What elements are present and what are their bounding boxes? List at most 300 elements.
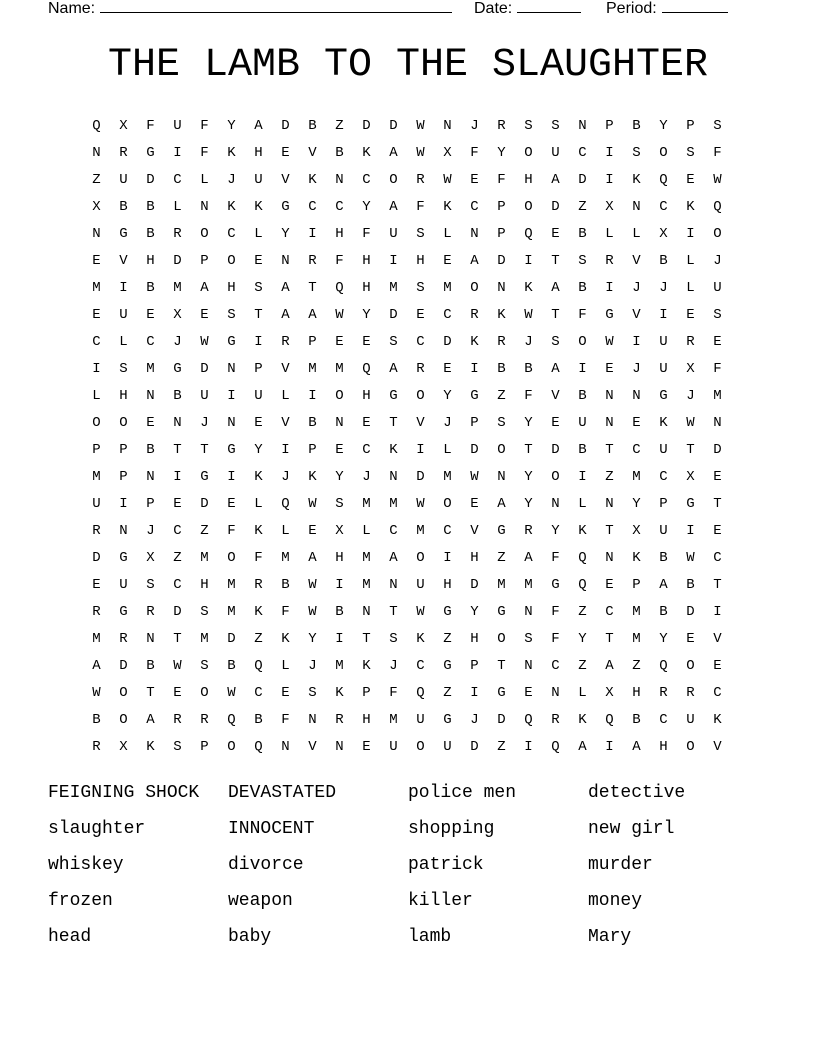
grid-letter[interactable]: M [362, 577, 371, 593]
grid-letter[interactable]: H [362, 712, 371, 728]
grid-letter[interactable]: I [92, 361, 101, 377]
grid-letter[interactable]: F [524, 388, 533, 404]
grid-letter[interactable]: O [92, 415, 101, 431]
grid-letter[interactable]: U [254, 172, 263, 188]
grid-letter[interactable]: P [92, 442, 101, 458]
grid-letter[interactable]: H [119, 388, 128, 404]
grid-letter[interactable]: E [173, 496, 182, 512]
grid-letter[interactable]: C [443, 307, 452, 323]
grid-letter[interactable]: F [281, 712, 290, 728]
grid-letter[interactable]: Q [605, 712, 614, 728]
grid-letter[interactable]: Y [524, 496, 533, 512]
grid-letter[interactable]: T [173, 631, 182, 647]
grid-letter[interactable]: C [389, 523, 398, 539]
grid-letter[interactable]: M [389, 496, 398, 512]
grid-letter[interactable]: N [281, 739, 290, 755]
grid-letter[interactable]: I [389, 253, 398, 269]
grid-letter[interactable]: K [686, 199, 695, 215]
grid-letter[interactable]: V [713, 631, 722, 647]
grid-letter[interactable]: S [713, 118, 722, 134]
grid-letter[interactable]: C [362, 172, 371, 188]
grid-letter[interactable]: B [146, 226, 155, 242]
grid-letter[interactable]: N [146, 469, 155, 485]
grid-letter[interactable]: O [200, 226, 209, 242]
grid-letter[interactable]: S [524, 631, 533, 647]
grid-letter[interactable]: I [578, 361, 587, 377]
grid-letter[interactable]: U [119, 307, 128, 323]
grid-letter[interactable]: C [254, 685, 263, 701]
grid-letter[interactable]: E [335, 442, 344, 458]
grid-letter[interactable]: G [173, 361, 182, 377]
grid-letter[interactable]: D [389, 118, 398, 134]
grid-letter[interactable]: T [605, 442, 614, 458]
grid-letter[interactable]: V [470, 523, 479, 539]
grid-letter[interactable]: F [713, 361, 722, 377]
grid-letter[interactable]: W [524, 307, 533, 323]
grid-letter[interactable]: X [119, 118, 128, 134]
grid-letter[interactable]: A [389, 145, 398, 161]
grid-letter[interactable]: I [605, 145, 614, 161]
grid-letter[interactable]: D [146, 172, 155, 188]
grid-letter[interactable]: H [362, 388, 371, 404]
grid-letter[interactable]: E [173, 685, 182, 701]
grid-letter[interactable]: F [200, 145, 209, 161]
grid-letter[interactable]: E [686, 307, 695, 323]
grid-letter[interactable]: R [497, 118, 506, 134]
grid-letter[interactable]: K [335, 685, 344, 701]
grid-letter[interactable]: W [200, 334, 209, 350]
grid-letter[interactable]: A [389, 361, 398, 377]
grid-letter[interactable]: E [362, 739, 371, 755]
grid-letter[interactable]: J [632, 280, 641, 296]
grid-letter[interactable]: I [173, 145, 182, 161]
grid-letter[interactable]: I [470, 361, 479, 377]
grid-letter[interactable]: T [362, 631, 371, 647]
grid-letter[interactable]: H [632, 685, 641, 701]
grid-letter[interactable]: C [632, 442, 641, 458]
grid-letter[interactable]: N [308, 712, 317, 728]
grid-letter[interactable]: E [92, 253, 101, 269]
grid-letter[interactable]: M [146, 361, 155, 377]
grid-letter[interactable]: P [146, 496, 155, 512]
grid-letter[interactable]: Z [632, 658, 641, 674]
grid-letter[interactable]: R [119, 631, 128, 647]
grid-letter[interactable]: J [632, 361, 641, 377]
grid-letter[interactable]: N [146, 631, 155, 647]
grid-letter[interactable]: S [389, 631, 398, 647]
grid-letter[interactable]: F [578, 307, 587, 323]
grid-letter[interactable]: R [659, 685, 668, 701]
grid-letter[interactable]: I [686, 226, 695, 242]
grid-letter[interactable]: U [686, 712, 695, 728]
grid-letter[interactable]: Z [605, 469, 614, 485]
grid-letter[interactable]: J [470, 118, 479, 134]
grid-letter[interactable]: C [335, 199, 344, 215]
grid-letter[interactable]: H [200, 577, 209, 593]
grid-letter[interactable]: K [470, 334, 479, 350]
grid-letter[interactable]: M [227, 577, 236, 593]
grid-letter[interactable]: M [632, 604, 641, 620]
grid-letter[interactable]: W [308, 496, 317, 512]
grid-letter[interactable]: I [605, 280, 614, 296]
grid-letter[interactable]: C [713, 685, 722, 701]
grid-letter[interactable]: P [119, 469, 128, 485]
grid-letter[interactable]: M [443, 280, 452, 296]
grid-letter[interactable]: A [578, 739, 587, 755]
grid-letter[interactable]: G [659, 388, 668, 404]
grid-letter[interactable]: L [578, 685, 587, 701]
grid-letter[interactable]: R [92, 523, 101, 539]
grid-letter[interactable]: D [551, 442, 560, 458]
grid-letter[interactable]: C [227, 226, 236, 242]
grid-letter[interactable]: E [443, 361, 452, 377]
grid-letter[interactable]: T [146, 685, 155, 701]
grid-letter[interactable]: J [281, 469, 290, 485]
grid-letter[interactable]: M [200, 631, 209, 647]
grid-letter[interactable]: S [200, 604, 209, 620]
grid-letter[interactable]: F [713, 145, 722, 161]
grid-letter[interactable]: D [470, 442, 479, 458]
grid-letter[interactable]: B [173, 388, 182, 404]
grid-letter[interactable]: E [470, 172, 479, 188]
grid-letter[interactable]: F [146, 118, 155, 134]
grid-letter[interactable]: U [659, 334, 668, 350]
grid-letter[interactable]: E [713, 658, 722, 674]
grid-letter[interactable]: I [416, 442, 425, 458]
grid-letter[interactable]: X [632, 523, 641, 539]
grid-letter[interactable]: N [605, 415, 614, 431]
grid-letter[interactable]: N [92, 145, 101, 161]
grid-letter[interactable]: N [362, 604, 371, 620]
grid-letter[interactable]: N [605, 550, 614, 566]
grid-letter[interactable]: K [254, 604, 263, 620]
grid-letter[interactable]: P [497, 199, 506, 215]
grid-letter[interactable]: P [200, 253, 209, 269]
grid-letter[interactable]: O [443, 496, 452, 512]
grid-letter[interactable]: S [686, 145, 695, 161]
grid-letter[interactable]: V [281, 361, 290, 377]
grid-letter[interactable]: A [659, 577, 668, 593]
grid-letter[interactable]: D [173, 253, 182, 269]
grid-letter[interactable]: R [686, 685, 695, 701]
grid-letter[interactable]: E [254, 415, 263, 431]
grid-letter[interactable]: K [416, 631, 425, 647]
grid-letter[interactable]: L [443, 226, 452, 242]
grid-letter[interactable]: H [362, 280, 371, 296]
grid-letter[interactable]: Q [281, 496, 290, 512]
grid-letter[interactable]: Q [254, 658, 263, 674]
grid-letter[interactable]: L [443, 442, 452, 458]
grid-letter[interactable]: A [308, 550, 317, 566]
grid-letter[interactable]: E [551, 415, 560, 431]
grid-letter[interactable]: N [605, 388, 614, 404]
grid-letter[interactable]: G [200, 469, 209, 485]
grid-letter[interactable]: N [119, 523, 128, 539]
grid-letter[interactable]: O [416, 550, 425, 566]
grid-letter[interactable]: J [362, 469, 371, 485]
grid-letter[interactable]: K [578, 712, 587, 728]
grid-letter[interactable]: M [200, 550, 209, 566]
grid-letter[interactable]: F [551, 550, 560, 566]
grid-letter[interactable]: M [281, 550, 290, 566]
grid-letter[interactable]: B [335, 604, 344, 620]
grid-letter[interactable]: N [389, 469, 398, 485]
grid-letter[interactable]: F [470, 145, 479, 161]
grid-letter[interactable]: M [173, 280, 182, 296]
grid-letter[interactable]: O [416, 388, 425, 404]
grid-letter[interactable]: D [443, 334, 452, 350]
grid-letter[interactable]: S [119, 361, 128, 377]
grid-letter[interactable]: B [578, 442, 587, 458]
grid-letter[interactable]: I [470, 685, 479, 701]
grid-letter[interactable]: R [335, 712, 344, 728]
grid-letter[interactable]: U [416, 577, 425, 593]
grid-letter[interactable]: Z [443, 631, 452, 647]
grid-letter[interactable]: I [659, 307, 668, 323]
grid-letter[interactable]: A [200, 280, 209, 296]
grid-letter[interactable]: P [686, 118, 695, 134]
grid-letter[interactable]: S [713, 307, 722, 323]
grid-letter[interactable]: L [119, 334, 128, 350]
grid-letter[interactable]: D [200, 496, 209, 512]
grid-letter[interactable]: E [713, 334, 722, 350]
grid-letter[interactable]: K [632, 550, 641, 566]
grid-letter[interactable]: G [146, 145, 155, 161]
grid-letter[interactable]: A [308, 307, 317, 323]
grid-letter[interactable]: E [362, 334, 371, 350]
grid-letter[interactable]: K [524, 280, 533, 296]
grid-letter[interactable]: Z [200, 523, 209, 539]
grid-letter[interactable]: K [632, 172, 641, 188]
grid-letter[interactable]: T [389, 415, 398, 431]
grid-letter[interactable]: I [686, 523, 695, 539]
grid-letter[interactable]: Q [227, 712, 236, 728]
grid-letter[interactable]: F [551, 604, 560, 620]
grid-letter[interactable]: U [578, 415, 587, 431]
grid-letter[interactable]: J [713, 253, 722, 269]
grid-letter[interactable]: L [632, 226, 641, 242]
grid-letter[interactable]: O [524, 199, 533, 215]
grid-letter[interactable]: U [254, 388, 263, 404]
grid-letter[interactable]: M [389, 280, 398, 296]
grid-letter[interactable]: I [335, 631, 344, 647]
grid-letter[interactable]: A [551, 361, 560, 377]
grid-letter[interactable]: J [227, 172, 236, 188]
grid-letter[interactable]: E [281, 145, 290, 161]
grid-letter[interactable]: C [578, 145, 587, 161]
grid-letter[interactable]: G [497, 523, 506, 539]
grid-letter[interactable]: M [227, 604, 236, 620]
grid-letter[interactable]: L [254, 226, 263, 242]
grid-letter[interactable]: K [443, 199, 452, 215]
grid-letter[interactable]: X [92, 199, 101, 215]
grid-letter[interactable]: H [524, 172, 533, 188]
grid-letter[interactable]: X [605, 199, 614, 215]
grid-letter[interactable]: M [362, 550, 371, 566]
grid-letter[interactable]: R [416, 172, 425, 188]
grid-letter[interactable]: I [578, 469, 587, 485]
grid-letter[interactable]: A [254, 118, 263, 134]
grid-letter[interactable]: F [551, 631, 560, 647]
grid-letter[interactable]: R [173, 712, 182, 728]
grid-letter[interactable]: R [281, 334, 290, 350]
grid-letter[interactable]: U [173, 118, 182, 134]
grid-letter[interactable]: I [173, 469, 182, 485]
grid-letter[interactable]: Q [254, 739, 263, 755]
grid-letter[interactable]: Q [524, 226, 533, 242]
grid-letter[interactable]: H [659, 739, 668, 755]
grid-letter[interactable]: E [281, 685, 290, 701]
grid-letter[interactable]: T [551, 253, 560, 269]
grid-letter[interactable]: L [281, 658, 290, 674]
grid-letter[interactable]: D [389, 307, 398, 323]
grid-letter[interactable]: P [632, 577, 641, 593]
grid-letter[interactable]: S [335, 496, 344, 512]
grid-letter[interactable]: M [497, 577, 506, 593]
grid-letter[interactable]: S [551, 334, 560, 350]
grid-letter[interactable]: N [335, 172, 344, 188]
grid-letter[interactable]: S [416, 226, 425, 242]
grid-letter[interactable]: R [92, 604, 101, 620]
grid-letter[interactable]: T [686, 442, 695, 458]
grid-letter[interactable]: Q [524, 712, 533, 728]
grid-letter[interactable]: L [173, 199, 182, 215]
grid-letter[interactable]: S [632, 145, 641, 161]
grid-letter[interactable]: B [497, 361, 506, 377]
grid-letter[interactable]: M [416, 523, 425, 539]
grid-letter[interactable]: E [335, 334, 344, 350]
grid-letter[interactable]: E [92, 307, 101, 323]
grid-letter[interactable]: M [443, 469, 452, 485]
grid-letter[interactable]: D [200, 361, 209, 377]
grid-letter[interactable]: Q [659, 658, 668, 674]
grid-letter[interactable]: K [389, 442, 398, 458]
grid-letter[interactable]: E [713, 469, 722, 485]
grid-letter[interactable]: O [416, 739, 425, 755]
grid-letter[interactable]: N [281, 253, 290, 269]
grid-letter[interactable]: J [389, 658, 398, 674]
grid-letter[interactable]: T [713, 496, 722, 512]
grid-letter[interactable]: E [443, 253, 452, 269]
grid-letter[interactable]: P [254, 361, 263, 377]
grid-letter[interactable]: Z [443, 685, 452, 701]
grid-letter[interactable]: E [632, 415, 641, 431]
grid-letter[interactable]: R [119, 145, 128, 161]
grid-letter[interactable]: G [470, 388, 479, 404]
grid-letter[interactable]: L [281, 523, 290, 539]
grid-letter[interactable]: O [686, 658, 695, 674]
grid-letter[interactable]: V [308, 739, 317, 755]
grid-letter[interactable]: N [551, 496, 560, 512]
grid-letter[interactable]: A [470, 253, 479, 269]
grid-letter[interactable]: J [470, 712, 479, 728]
grid-letter[interactable]: D [551, 199, 560, 215]
grid-letter[interactable]: N [335, 739, 344, 755]
grid-letter[interactable]: D [119, 658, 128, 674]
grid-letter[interactable]: N [497, 280, 506, 296]
grid-letter[interactable]: J [443, 415, 452, 431]
grid-letter[interactable]: F [200, 118, 209, 134]
grid-letter[interactable]: K [659, 415, 668, 431]
grid-letter[interactable]: B [254, 712, 263, 728]
grid-letter[interactable]: N [524, 658, 533, 674]
grid-letter[interactable]: I [308, 388, 317, 404]
grid-letter[interactable]: I [308, 226, 317, 242]
grid-letter[interactable]: L [686, 253, 695, 269]
grid-letter[interactable]: E [416, 307, 425, 323]
grid-letter[interactable]: A [551, 280, 560, 296]
grid-letter[interactable]: K [497, 307, 506, 323]
grid-letter[interactable]: E [551, 226, 560, 242]
grid-letter[interactable]: U [389, 739, 398, 755]
grid-letter[interactable]: Q [551, 739, 560, 755]
grid-letter[interactable]: R [92, 739, 101, 755]
grid-letter[interactable]: R [173, 226, 182, 242]
grid-letter[interactable]: O [686, 739, 695, 755]
grid-letter[interactable]: K [308, 469, 317, 485]
grid-letter[interactable]: Y [443, 388, 452, 404]
grid-letter[interactable]: F [497, 172, 506, 188]
grid-letter[interactable]: C [92, 334, 101, 350]
grid-letter[interactable]: M [362, 496, 371, 512]
grid-letter[interactable]: D [497, 712, 506, 728]
grid-letter[interactable]: B [227, 658, 236, 674]
grid-letter[interactable]: B [659, 253, 668, 269]
grid-letter[interactable]: D [281, 118, 290, 134]
grid-letter[interactable]: R [308, 253, 317, 269]
grid-letter[interactable]: W [308, 604, 317, 620]
grid-letter[interactable]: F [362, 226, 371, 242]
grid-letter[interactable]: K [362, 658, 371, 674]
grid-letter[interactable]: E [524, 685, 533, 701]
grid-letter[interactable]: E [92, 577, 101, 593]
grid-letter[interactable]: D [92, 550, 101, 566]
grid-letter[interactable]: E [254, 253, 263, 269]
grid-letter[interactable]: E [470, 496, 479, 512]
grid-letter[interactable]: C [470, 199, 479, 215]
grid-letter[interactable]: C [146, 334, 155, 350]
grid-letter[interactable]: N [632, 199, 641, 215]
grid-letter[interactable]: U [389, 226, 398, 242]
grid-letter[interactable]: T [254, 307, 263, 323]
grid-letter[interactable]: Y [227, 118, 236, 134]
grid-letter[interactable]: K [254, 469, 263, 485]
grid-letter[interactable]: N [443, 118, 452, 134]
grid-letter[interactable]: S [578, 253, 587, 269]
grid-letter[interactable]: U [551, 145, 560, 161]
grid-letter[interactable]: M [713, 388, 722, 404]
grid-letter[interactable]: N [173, 415, 182, 431]
grid-letter[interactable]: U [713, 280, 722, 296]
grid-letter[interactable]: R [146, 604, 155, 620]
grid-letter[interactable]: L [92, 388, 101, 404]
grid-letter[interactable]: G [551, 577, 560, 593]
grid-letter[interactable]: X [443, 145, 452, 161]
grid-letter[interactable]: Y [524, 415, 533, 431]
grid-letter[interactable]: F [389, 685, 398, 701]
grid-letter[interactable]: S [389, 334, 398, 350]
grid-letter[interactable]: G [119, 604, 128, 620]
grid-letter[interactable]: G [119, 550, 128, 566]
grid-letter[interactable]: I [227, 388, 236, 404]
grid-letter[interactable]: T [551, 307, 560, 323]
grid-letter[interactable]: O [227, 739, 236, 755]
grid-letter[interactable]: O [119, 415, 128, 431]
grid-letter[interactable]: I [605, 172, 614, 188]
grid-letter[interactable]: O [713, 226, 722, 242]
grid-letter[interactable]: S [497, 415, 506, 431]
grid-letter[interactable]: C [416, 334, 425, 350]
